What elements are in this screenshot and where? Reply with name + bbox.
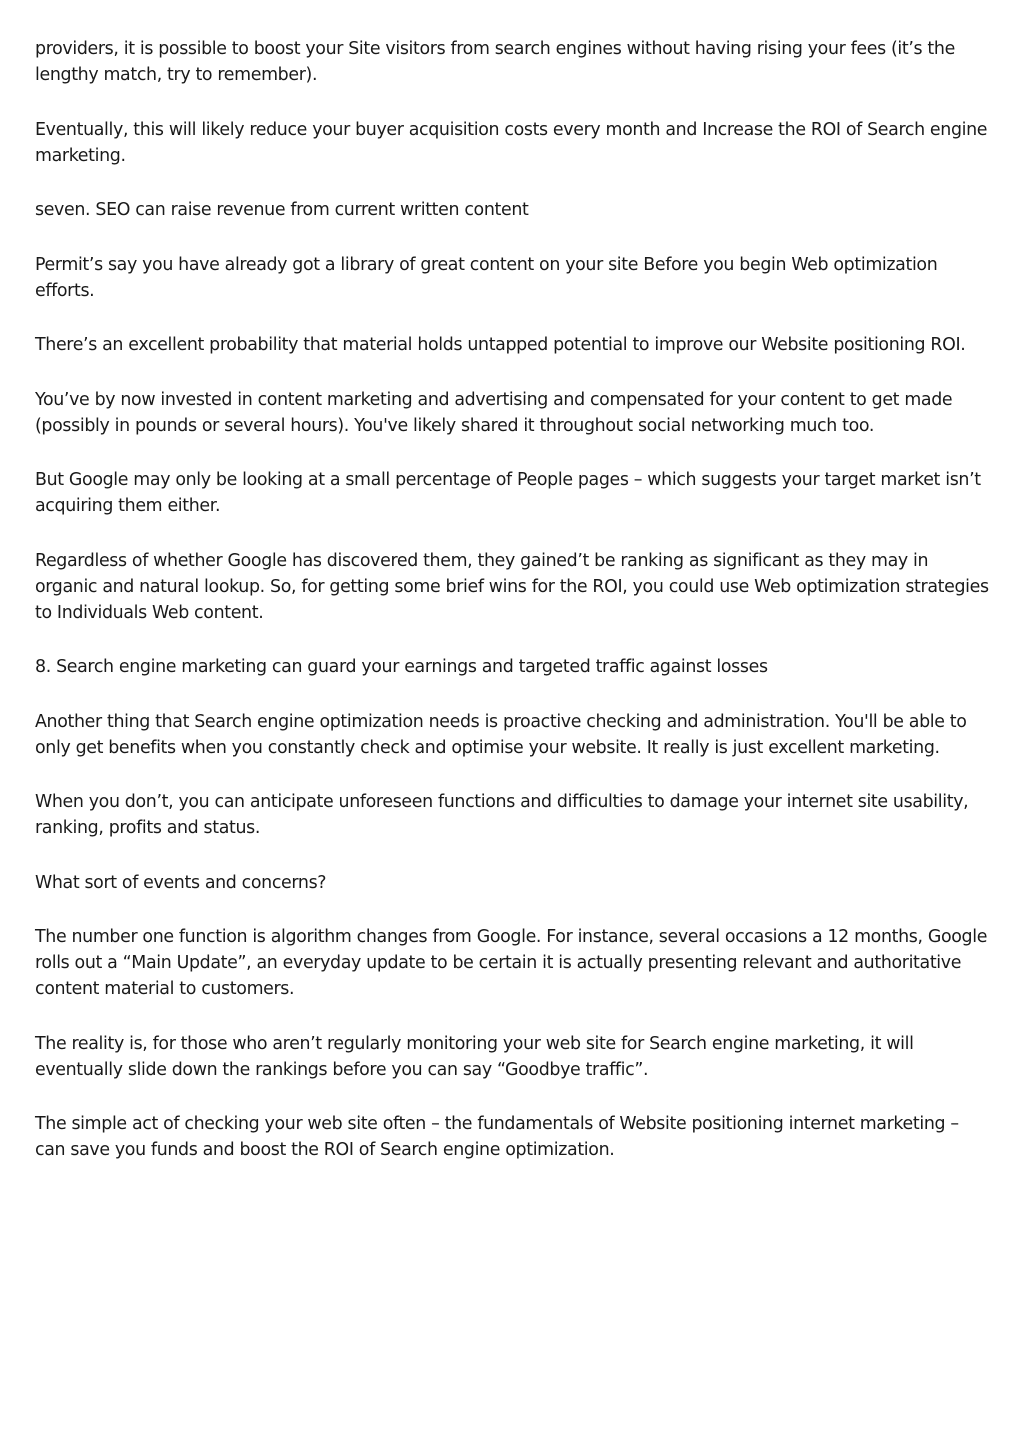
paragraph-proactive-checking: Another thing that Search engine optimization needs is proactive checking and administration. You'll be able to only get benefits when you constantly check and optimise your website. It really is just excellent marketing. (35, 711, 967, 758)
document-page (35, 36, 990, 1192)
paragraph-reduce-acquisition-costs: Eventually, this will likely reduce your buyer acquisition costs every month and Increase the ROI of Search engine marketing. (35, 119, 988, 166)
paragraph-already-invested: You’ve by now invested in content marketing and advertising and compensated for your content to get made (possibly in pounds or several hours). You've likely shared it throughout social networking much too. (35, 389, 953, 436)
paragraph-quick-wins: Regardless of whether Google has discovered them, they gained’t be ranking as significant as they may in organic and natural lookup. So, for getting some brief wins for the ROI, you could use Web optimization strategies to Individuals Web content. (35, 550, 989, 623)
paragraph-library-of-content: Permit’s say you have already got a library of great content on your site Before you begin Web optimization efforts. (35, 254, 938, 301)
section-heading-7: seven. SEO can raise revenue from current written content (35, 200, 529, 220)
paragraph-continuation-providers: providers, it is possible to boost your Site visitors from search engines without having rising your fees (it’s the lengthy match, try to remember). (35, 39, 955, 85)
paragraph-unforeseen-functions: When you don’t, you can anticipate unforeseen functions and difficulties to damage your internet site usability, ranking, profits and status. (35, 792, 969, 838)
paragraph-untapped-potential: There’s an excellent probability that material holds untapped potential to improve our Website positioning ROI. (35, 335, 966, 355)
paragraph-simple-act: The simple act of checking your web site often – the fundamentals of Website positioning internet marketing – can save you funds and boost the ROI of Search engine optimization. (35, 1114, 959, 1160)
section-heading-8: 8. Search engine marketing can guard your earnings and targeted traffic against losses (35, 657, 768, 677)
paragraph-algorithm-changes: The number one function is algorithm changes from Google. For instance, several occasions a 12 months, Google rolls out a “Main Update”, an everyday update to be certain it is actually presenting relevant and authoritative content material to customers. (35, 927, 988, 999)
paragraph-events-question: What sort of events and concerns? (35, 872, 327, 893)
paragraph-google-small-percentage: But Google may only be looking at a small percentage of People pages – which suggests your target market isn’t acquiring them either. (35, 470, 981, 516)
paragraph-monitoring-reality: The reality is, for those who aren’t regularly monitoring your web site for Search engine marketing, it will eventually slide down the rankings before you can say “Goodbye traffic”. (35, 1033, 914, 1080)
